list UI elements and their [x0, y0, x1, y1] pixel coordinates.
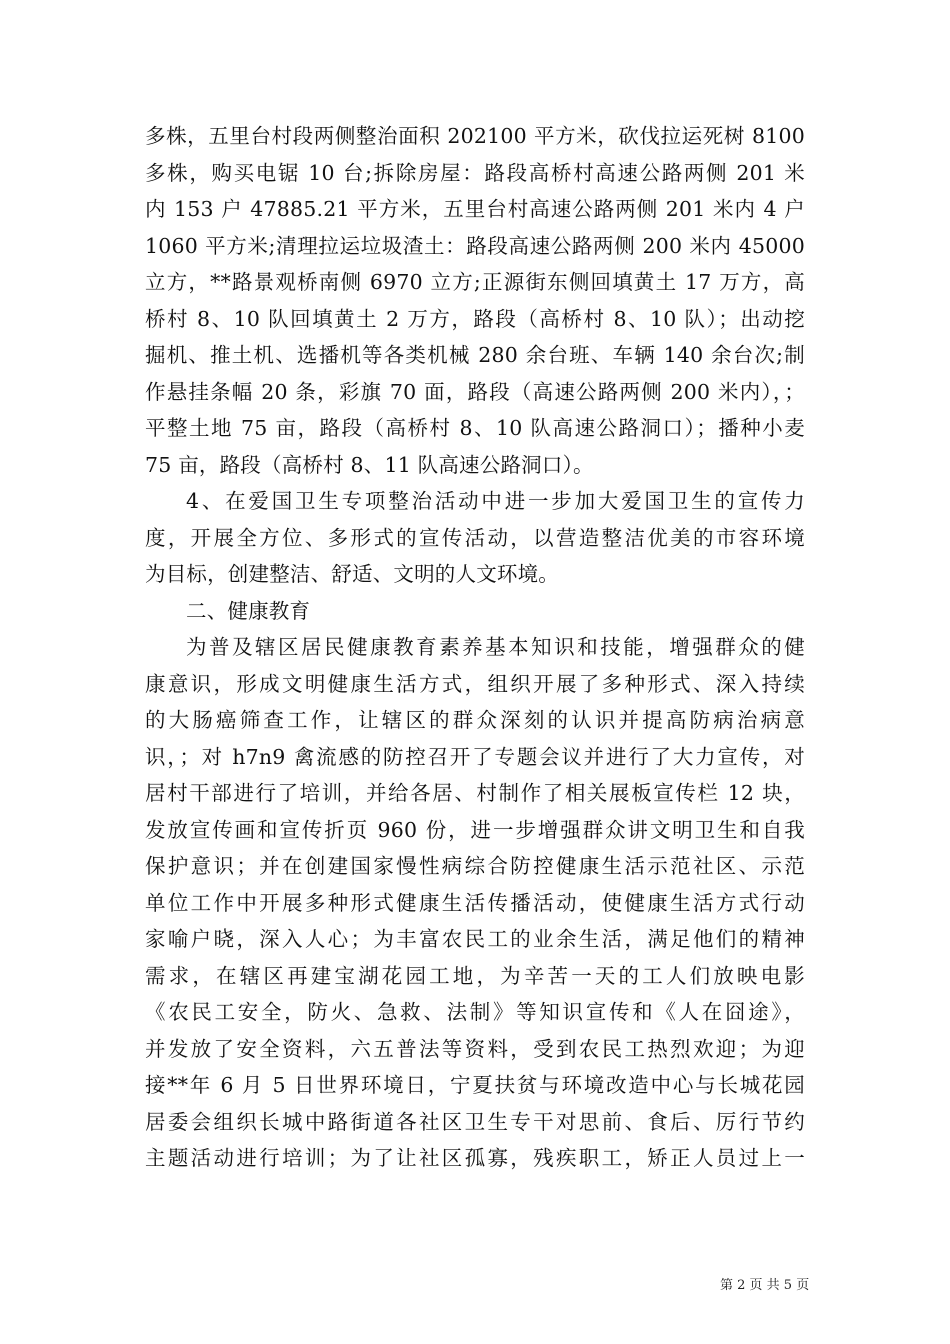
paragraph-continuation: [145, 118, 805, 483]
paragraph-item-4: [145, 483, 805, 593]
text-line: 单位工作中开展多种形式健康生活传播活动，使健康生活方式行动: [145, 890, 805, 915]
text-line: 的大肠癌筛查工作，让辖区的群众深刻的认识并提高防病治病意: [145, 708, 805, 732]
paragraph-health-education: [145, 629, 805, 1177]
text-line: 识，；对 h7n9 禽流感的防控召开了专题会议并进行了大力宣传，对: [145, 744, 805, 769]
text-line: 康意识，形成文明健康生活方式，组织开展了多种形式、深入持续: [145, 671, 805, 696]
text-line: 多株，购买电锯 10 台;拆除房屋：路段高桥村高速公路两侧 201 米: [145, 160, 805, 185]
text-line: 家喻户晓，深入人心；为丰富农民工的业余生活，满足他们的精神: [145, 927, 805, 951]
text-line: 居委会组织长城中路街道各社区卫生专干对思前、食后、厉行节约: [145, 1109, 805, 1134]
text-line: 保护意识；并在创建国家慢性病综合防控健康生活示范社区、示范: [145, 854, 805, 878]
text-line: 并发放了安全资料，六五普法等资料，受到农民工热烈欢迎；为迎: [145, 1036, 805, 1061]
text-line: 作悬挂条幅 20 条，彩旗 70 面，路段（高速公路两侧 200 米内），；: [145, 379, 805, 404]
page-number: 第 2 页 共 5 页: [720, 1278, 810, 1293]
text-line: 主题活动进行培训；为了让社区孤寡，残疾职工，矫正人员过上一: [145, 1146, 805, 1170]
text-line: 内 153 户 47885.21 平方米，五里台村高速公路两侧 201 米内 4 户: [145, 197, 805, 221]
text-line: 接**年 6 月 5 日世界环境日，宁夏扶贫与环境改造中心与长城花园: [145, 1073, 805, 1097]
text-line: 掘机、推土机、选播机等各类机械 280 余台班、车辆 140 余台次;制: [145, 343, 805, 367]
document-body: [145, 118, 805, 1177]
text-line: 平整土地 75 亩，路段（高桥村 8、10 队高速公路洞口）；播种小麦: [145, 416, 805, 440]
section-heading: 二、健康教育: [186, 598, 311, 623]
text-line: 度，开展全方位、多形式的宣传活动，以营造整洁优美的市容环境: [145, 525, 805, 550]
text-line: 75 亩，路段（高桥村 8、11 队高速公路洞口）。: [145, 452, 594, 477]
text-line: 多株，五里台村段两侧整治面积 202100 平方米，砍伐拉运死树 8100: [145, 124, 805, 148]
text-line: 桥村 8、10 队回填黄土 2 万方，路段（高桥村 8、10 队）；出动挖: [145, 306, 805, 331]
text-line: 需求，在辖区再建宝湖花园工地，为辛苦一天的工人们放映电影: [145, 963, 805, 988]
text-line: 1060 平方米;清理拉运垃圾渣土：路段高速公路两侧 200 米内 45000: [145, 233, 805, 258]
text-line: 发放宣传画和宣传折页 960 份，进一步增强群众讲文明卫生和自我: [145, 817, 805, 842]
text-line: 居村干部进行了培训，并给各居、村制作了相关展板宣传栏 12 块，: [145, 781, 805, 805]
text-line: 立方，**路景观桥南侧 6970 立方;正源街东侧回填黄土 17 万方，高: [145, 270, 805, 294]
text-line: 为目标，创建整洁、舒适、文明的人文环境。: [145, 562, 559, 586]
text-line: 《农民工安全，防火、急救、法制》等知识宣传和《人在囧途》，: [145, 1000, 805, 1024]
text-line: 为普及辖区居民健康教育素养基本知识和技能，增强群众的健: [186, 635, 805, 659]
text-line: 4、在爱国卫生专项整治活动中进一步加大爱国卫生的宣传力: [186, 489, 805, 513]
